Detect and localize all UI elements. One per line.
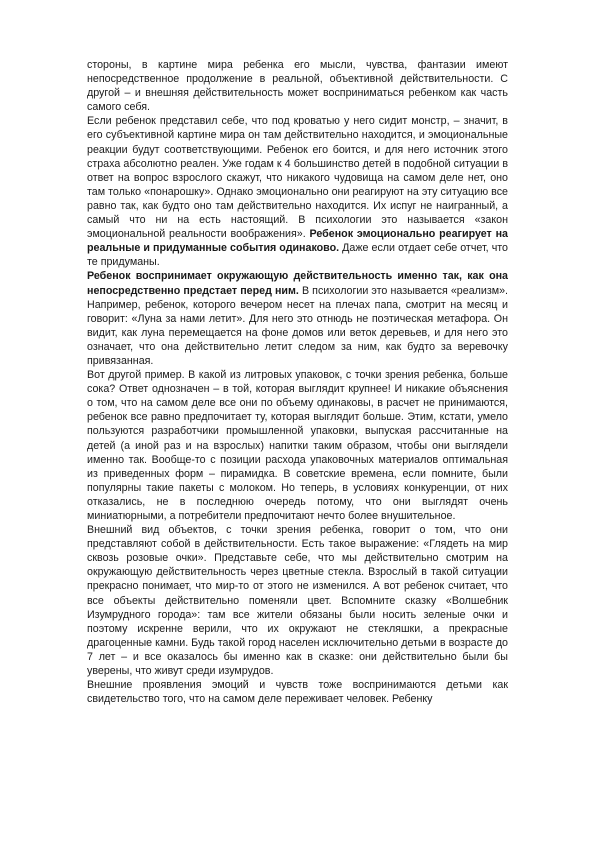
text-run: Если ребенок представил себе, что под кроватью у него сидит монстр, – значит, в его субъективной картине мира он там действительно находится, и эмоциональные реакции будут соответствующими. Ребенок его боится, и для него источник этого страха абсолютно реален. Уже годам к 4 большинство детей в подобной ситуации в ответ на вопрос взрослого скажут, что никакого чудовища на самом деле нет, оно там только «понарошку». Однако эмоционально они реагируют на эту ситуацию все равно так, как будто оно там действительно находится. Их испуг не наигранный, а самый что ни на есть настоящий. В психологии это называется «закон эмоциональной реальности воображения». xyxy=(87,115,508,241)
paragraph xyxy=(87,523,508,678)
text-run: Вот другой пример. В какой из литровых упаковок, с точки зрения ребенка, больше сока? Ответ однозначен – в той, которая выглядит крупнее! И никакие объяснения о том, что на самом деле все они по объему одинаковы, в расчет не принимаются, ребенок все равно предпочитает ту, которая выглядит больше. Этим, кстати, умело пользуются разработчики промышленной упаковки, выпуская рассчитанные на детей (а иной раз и на взрослых) напитки таким образом, чтобы они выглядели именно так. Вообще-то с позиции расхода упаковочных материалов оптимальная из приведенных форм – пирамидка. В советские времена, если помните, были популярны такие пакеты с молоком. Но теперь, в условиях конкуренции, от них отказались, не в последнюю очередь потому, что они выглядят очень миниатюрными, а потребители предпочитают нечто более внушительное. xyxy=(87,369,508,522)
body-text xyxy=(87,58,508,706)
text-run: Даже если отдает себе отчет, что те придуманы. xyxy=(87,242,508,269)
text-run: Внешние проявления эмоций и чувств тоже воспринимаются детьми как свидетельство того, что на самом деле переживает человек. Ребенку xyxy=(87,679,508,706)
text-run: стороны, в картине мира ребенка его мысли, чувства, фантазии имеют непосредственное продолжение в реальной, объективной действительности. С другой – и внешняя действительность может восприниматься ребенком как часть самого себя. xyxy=(87,59,508,114)
text-run: В психологии это называется «реализм». Например, ребенок, которого вечером несет на плечах папа, смотрит на месяц и говорит: «Луна за нами летит». Для него это отнюдь не поэтическая метафора. Он видит, как луна перемещается на фоне домов или веток деревьев, и для него это означает, что она действительно летит следом за ним, как будто за веревочку привязанная. xyxy=(87,284,509,367)
paragraph xyxy=(87,269,508,368)
bold-text-run: Ребенок воспринимает окружающую действительность именно так, как она непосредственно предстает перед ним. xyxy=(87,270,508,297)
paragraph xyxy=(87,58,508,114)
paragraph xyxy=(87,678,508,706)
text-run: Внешний вид объектов, с точки зрения ребенка, говорит о том, что они представляют собой в действительности. Есть такое выражение: «Глядеть на мир сквозь розовые очки». Представьте себе, что мы действительно смотрим на окружающую действительность через цветные стекла. Взрослый в такой ситуации прекрасно понимает, что мир-то от этого не изменился. А вот ребенок считает, что все объекты действительно поменяли цвет. Вспомните сказку «Волшебник Изумрудного города»: там все жители обязаны были носить зеленые очки и поэтому искренне верили, что их окружают не стекляшки, а прекрасные драгоценные камни. Будь такой город населен исключительно детьми в возрасте до 7 лет – и все оказалось бы именно как в сказке: они действительно были бы уверены, что живут среди изумрудов. xyxy=(87,524,508,678)
paragraph xyxy=(87,368,508,523)
bold-text-run: Ребенок эмоционально реагирует на реальные и придуманные события одинаково. xyxy=(87,228,509,255)
paragraph xyxy=(87,114,508,269)
